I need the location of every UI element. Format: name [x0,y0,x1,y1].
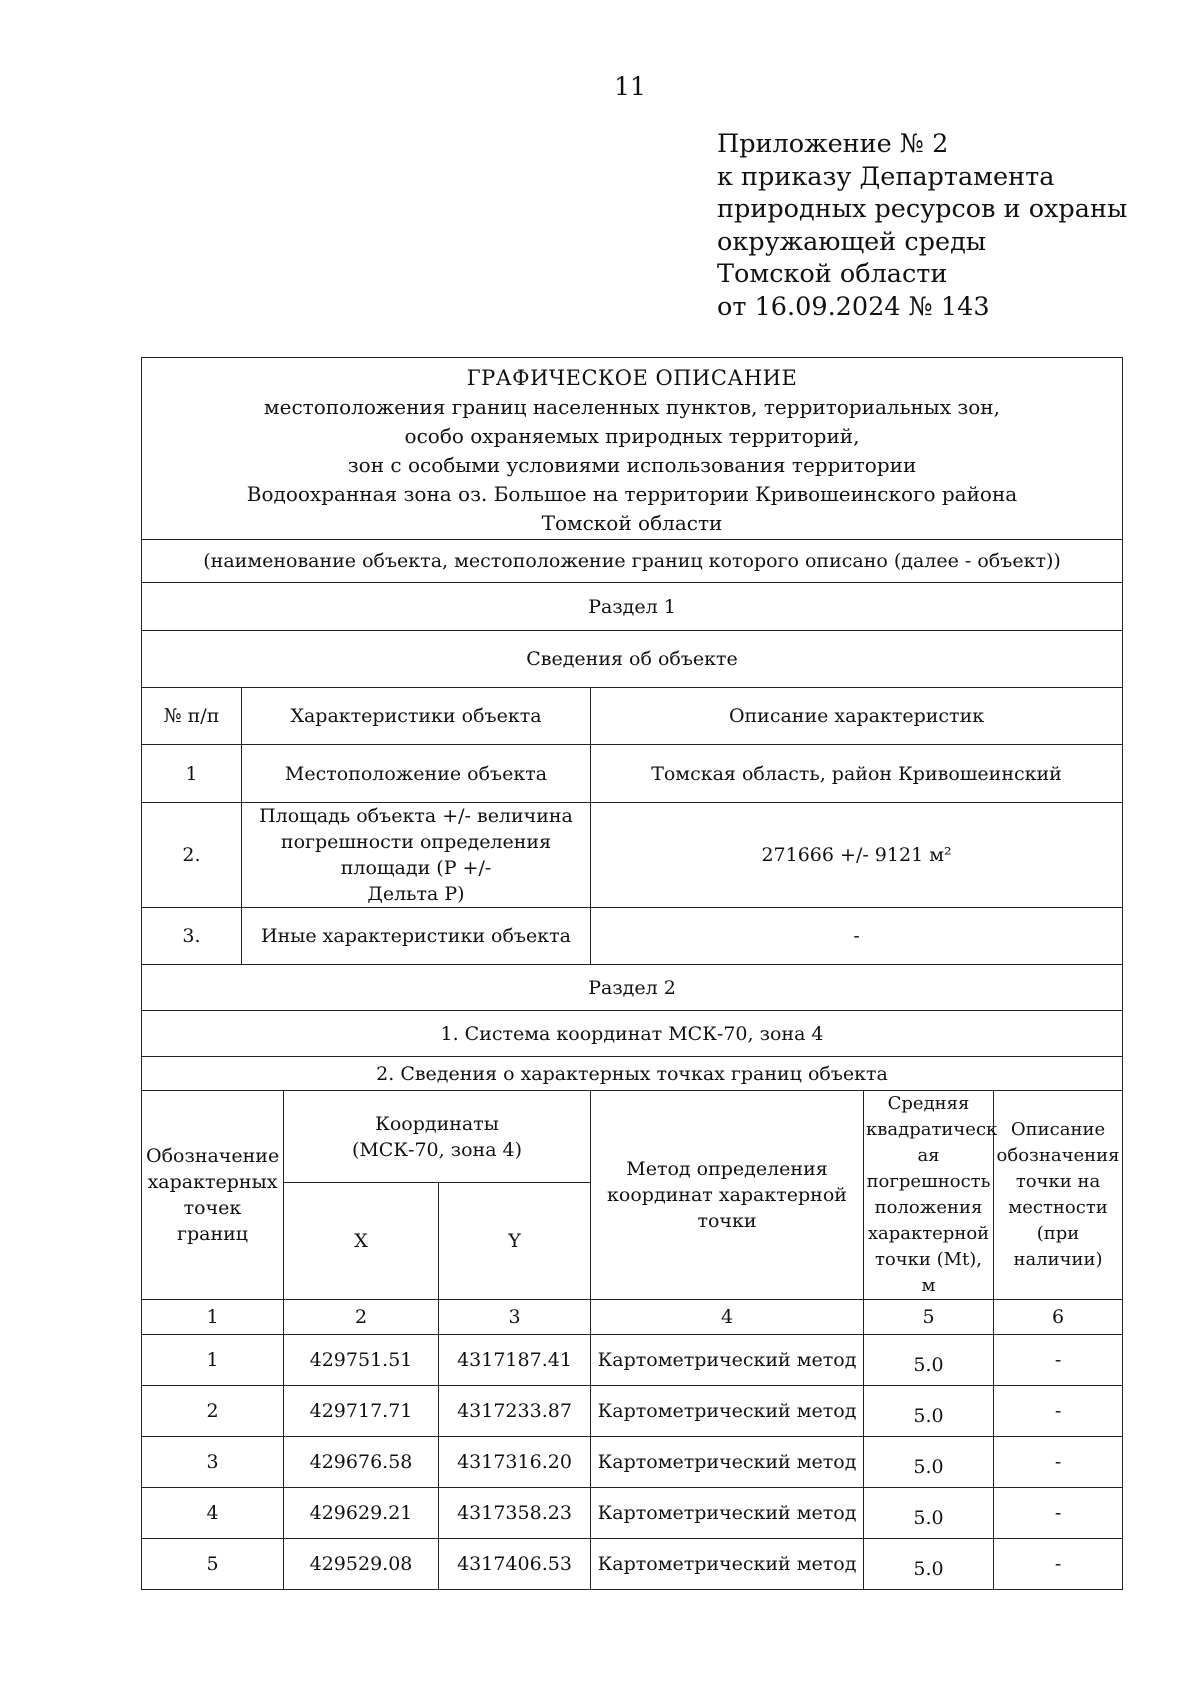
col-description [994,1091,1123,1300]
appendix-line: к приказу Департамента [717,161,1055,192]
column-number: 5 [864,1300,994,1335]
col-designation-line: точек границ [177,1197,248,1245]
point-mt: 5.0 [864,1386,994,1437]
row-desc: Томская область, район Кривошеинский [591,745,1123,803]
column-number: 1 [142,1300,284,1335]
points-title: 2. Сведения о характерных точках границ объекта [142,1057,1123,1091]
point-id: 3 [142,1437,284,1488]
appendix-line: окружающей среды [717,226,987,257]
row-char [242,803,591,908]
header-cell [142,358,1123,540]
col-error [864,1091,998,1300]
point-y: 4317358.23 [439,1488,591,1539]
header-row [142,358,1123,540]
header-line: местоположения границ населенных пунктов, территориальных зон, [264,395,1000,419]
point-row [142,1386,1123,1437]
section1-subtitle-row [142,631,1123,688]
point-id: 2 [142,1386,284,1437]
column-number: 3 [439,1300,591,1335]
graphic-description-table [141,357,1123,1590]
column-numbers-row [142,1300,1123,1335]
point-method: Картометрический метод [591,1386,864,1437]
row-num: 2. [142,803,242,908]
col-header-num: № п/п [142,688,242,745]
section1-row [142,908,1123,965]
point-y: 4317316.20 [439,1437,591,1488]
point-method: Картометрический метод [591,1539,864,1590]
point-y: 4317233.87 [439,1386,591,1437]
point-method: Картометрический метод [591,1437,864,1488]
header-line: Водоохранная зона оз. Большое на территории Кривошеинского района [246,482,1018,506]
col-coordinates [284,1091,591,1183]
appendix-line: от 16.09.2024 № 143 [717,291,990,322]
point-desc: - [994,1335,1123,1386]
col-method-line: точки [697,1210,757,1232]
column-number: 6 [994,1300,1123,1335]
col-error-line: характерной [867,1223,990,1244]
section2-title-row [142,965,1123,1011]
col-description-line: точки на [1015,1171,1101,1192]
row-desc: 271666 +/- 9121 м² [591,803,1123,908]
row-char: Местоположение объекта [242,745,591,803]
column-number: 2 [284,1300,439,1335]
section2-title: Раздел 2 [142,965,1123,1011]
col-error-line: положения [874,1197,983,1218]
point-x: 429676.58 [284,1437,439,1488]
caption-row [142,540,1123,583]
point-x: 429717.71 [284,1386,439,1437]
section1-row [142,803,1123,908]
col-designation [142,1091,284,1300]
point-x: 429529.08 [284,1539,439,1590]
col-method-line: Метод определения [626,1158,828,1180]
point-mt: 5.0 [864,1437,994,1488]
col-description-line: (при [1036,1223,1080,1244]
document-title: ГРАФИЧЕСКОЕ ОПИСАНИЕ [466,366,798,390]
point-y: 4317406.53 [439,1539,591,1590]
point-method: Картометрический метод [591,1335,864,1386]
section1-title: Раздел 1 [142,583,1123,631]
row-char-line: погрешности определения площади (Р +/- [280,831,552,879]
point-row [142,1335,1123,1386]
col-method [591,1091,864,1300]
col-y: Y [439,1183,591,1300]
row-num: 1 [142,745,242,803]
header-line: зон с особыми условиями использования территории [347,453,917,477]
point-desc: - [994,1539,1123,1590]
col-header-char: Характеристики объекта [242,688,591,745]
point-mt: 5.0 [864,1488,994,1539]
page-number: 11 [614,72,646,101]
col-error-line: точки (Mt), м [874,1249,983,1296]
point-desc: - [994,1437,1123,1488]
col-coordinates-line: (МСК-70, зона 4) [351,1138,523,1161]
point-x: 429629.21 [284,1488,439,1539]
row-char-line: Площадь объекта +/- величина [259,805,573,827]
point-id: 1 [142,1335,284,1386]
point-row [142,1437,1123,1488]
section1-title-row [142,583,1123,631]
object-caption: (наименование объекта, местоположение границ которого описано (далее - объект)) [142,540,1123,583]
appendix-line: Томской области [717,259,948,289]
coord-system-row [142,1011,1123,1057]
row-num: 3. [142,908,242,965]
point-x: 429751.51 [284,1335,439,1386]
point-row [142,1539,1123,1590]
section1-row [142,745,1123,803]
coord-system: 1. Система координат МСК-70, зона 4 [142,1011,1123,1057]
point-y: 4317187.41 [439,1335,591,1386]
col-error-line: Средняя [887,1093,970,1114]
col-designation-line: характерных [147,1171,278,1193]
col-designation-line: Обозначение [146,1145,280,1167]
row-char: Иные характеристики объекта [242,908,591,965]
col-error-line: ая [917,1145,940,1166]
row-char-line: Дельта Р) [367,883,465,905]
points-title-row [142,1057,1123,1091]
header-line: особо охраняемых природных территорий, [404,424,860,448]
section1-header-row [142,688,1123,745]
header-line: Томской области [541,511,723,535]
appendix-line: природных ресурсов и охраны [717,194,1128,224]
col-description-line: Описание [1010,1119,1106,1140]
col-error-line: погрешность [866,1171,991,1192]
section1-subtitle: Сведения об объекте [142,631,1123,688]
col-description-line: обозначения [996,1145,1120,1166]
col-method-line: координат характерной [607,1184,847,1206]
appendix-line: Приложение № 2 [717,129,949,159]
col-description-line: наличии) [1013,1249,1103,1270]
points-header-row [142,1091,1123,1183]
point-id: 5 [142,1539,284,1590]
point-id: 4 [142,1488,284,1539]
row-desc: - [591,908,1123,965]
point-mt: 5.0 [864,1539,994,1590]
col-x: X [284,1183,439,1300]
column-number: 4 [591,1300,864,1335]
col-error-line: квадратическ [866,1119,998,1140]
point-desc: - [994,1488,1123,1539]
point-desc: - [994,1386,1123,1437]
point-method: Картометрический метод [591,1488,864,1539]
point-mt: 5.0 [864,1335,994,1386]
col-coordinates-line: Координаты [375,1112,499,1135]
col-description-line: местности [1008,1197,1108,1218]
col-header-desc: Описание характеристик [591,688,1123,745]
point-row [142,1488,1123,1539]
appendix-block [717,128,1127,323]
